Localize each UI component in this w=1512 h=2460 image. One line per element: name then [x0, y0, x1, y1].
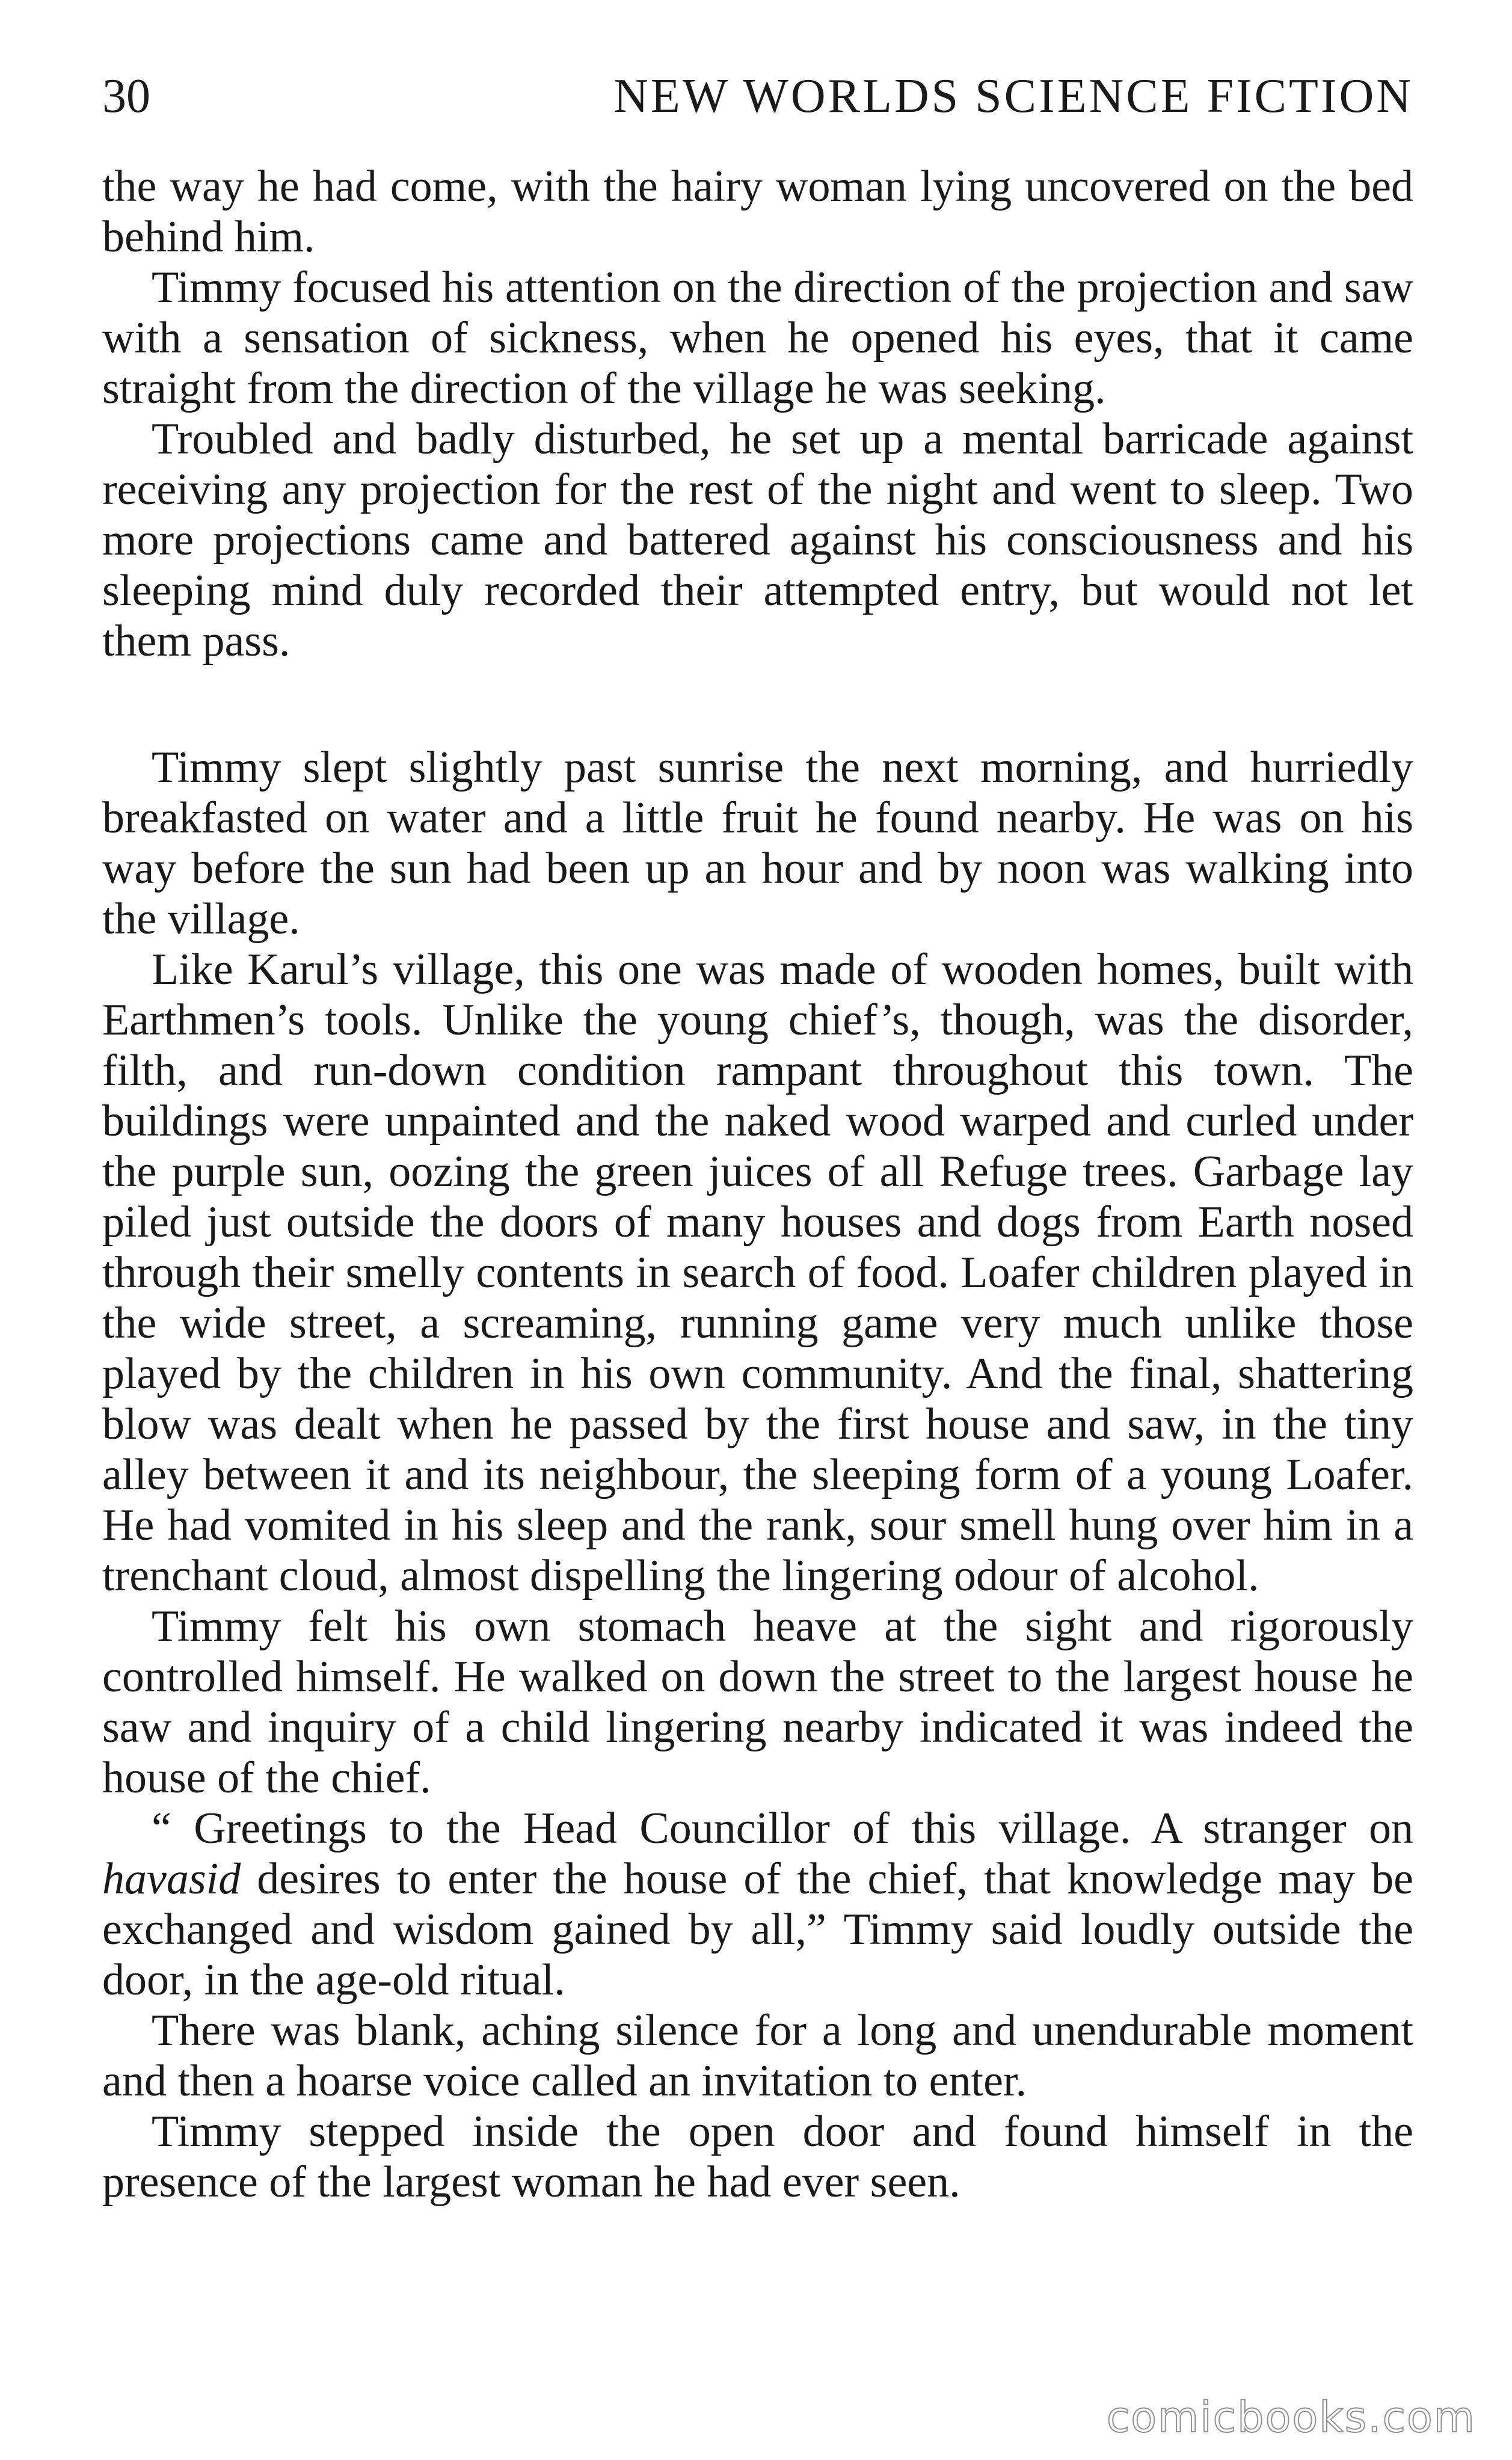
watermark: comicbooks.com [1106, 2393, 1476, 2442]
body-text [102, 161, 1413, 2207]
dialogue-text: desires to enter the house of the chief, that knowledge may be exchanged and wisdom gained by all,” Timmy said loudly outside the door, in the age-old ritual. [102, 1854, 1413, 2005]
dialogue-paragraph [102, 1803, 1413, 2005]
paragraph: Timmy slept slightly past sunrise the next morning, and hurriedly breakfasted on water and a little fruit he found nearby. He was on his way before the sun had been up an hour and by noon was walking into the village. [102, 743, 1413, 944]
paragraph: Timmy focused his attention on the direction of the projection and saw with a sensation of sickness, when he opened his eyes, that it came straight from the direction of the village he was seeking. [102, 263, 1413, 413]
running-head: NEW WORLDS SCIENCE FICTION [613, 70, 1413, 123]
page-header [102, 57, 1413, 135]
paragraph: Troubled and badly disturbed, he set up a mental barricade against receiving any projection for the rest of the night and went to sleep. Two more projections came and battered against his consciousness and his sleeping mind duly recorded their attempted entry, but would not let them pass. [102, 414, 1413, 666]
paragraph: Timmy stepped inside the open door and found himself in the presence of the largest woman he had ever seen. [102, 2107, 1413, 2207]
italic-word: havasid [102, 1854, 241, 1904]
page-number: 30 [102, 70, 150, 123]
dialogue-text: “ Greetings to the Head Councillor of this village. A stranger on [152, 1804, 1413, 1853]
paragraph: Timmy felt his own stomach heave at the sight and rigorously controlled himself. He walked on down the street to the largest house he saw and inquiry of a child lingering nearby indicated it was indeed the house of the chief. [102, 1602, 1413, 1803]
paragraph: There was blank, aching silence for a long and unendurable moment and then a hoarse voice called an invitation to enter. [102, 2006, 1413, 2106]
paragraph: Like Karul’s village, this one was made of wooden homes, built with Earthmen’s tools. Unlike the young chief’s, though, was the disorder, filth, and run-down condition rampant throughout this town. The buildings were unpainted and the naked wood warped and curled under the purple sun, oozing the green juices of all Refuge trees. Garbage lay piled just outside the doors of many houses and dogs from Earth nosed through their smelly contents in search of food. Loafer children played in the wide street, a screaming, running game very much unlike those played by the children in his own community. And the final, shattering blow was dealt when he passed by the first house and saw, in the tiny alley between it and its neighbour, the sleeping form of a young Loafer. He had vomited in his sleep and the rank, sour smell hung over him in a trenchant cloud, almost dispelling the lingering odour of alcohol. [102, 945, 1413, 1601]
paragraph: the way he had come, with the hairy woman lying uncovered on the bed behind him. [102, 162, 1413, 262]
